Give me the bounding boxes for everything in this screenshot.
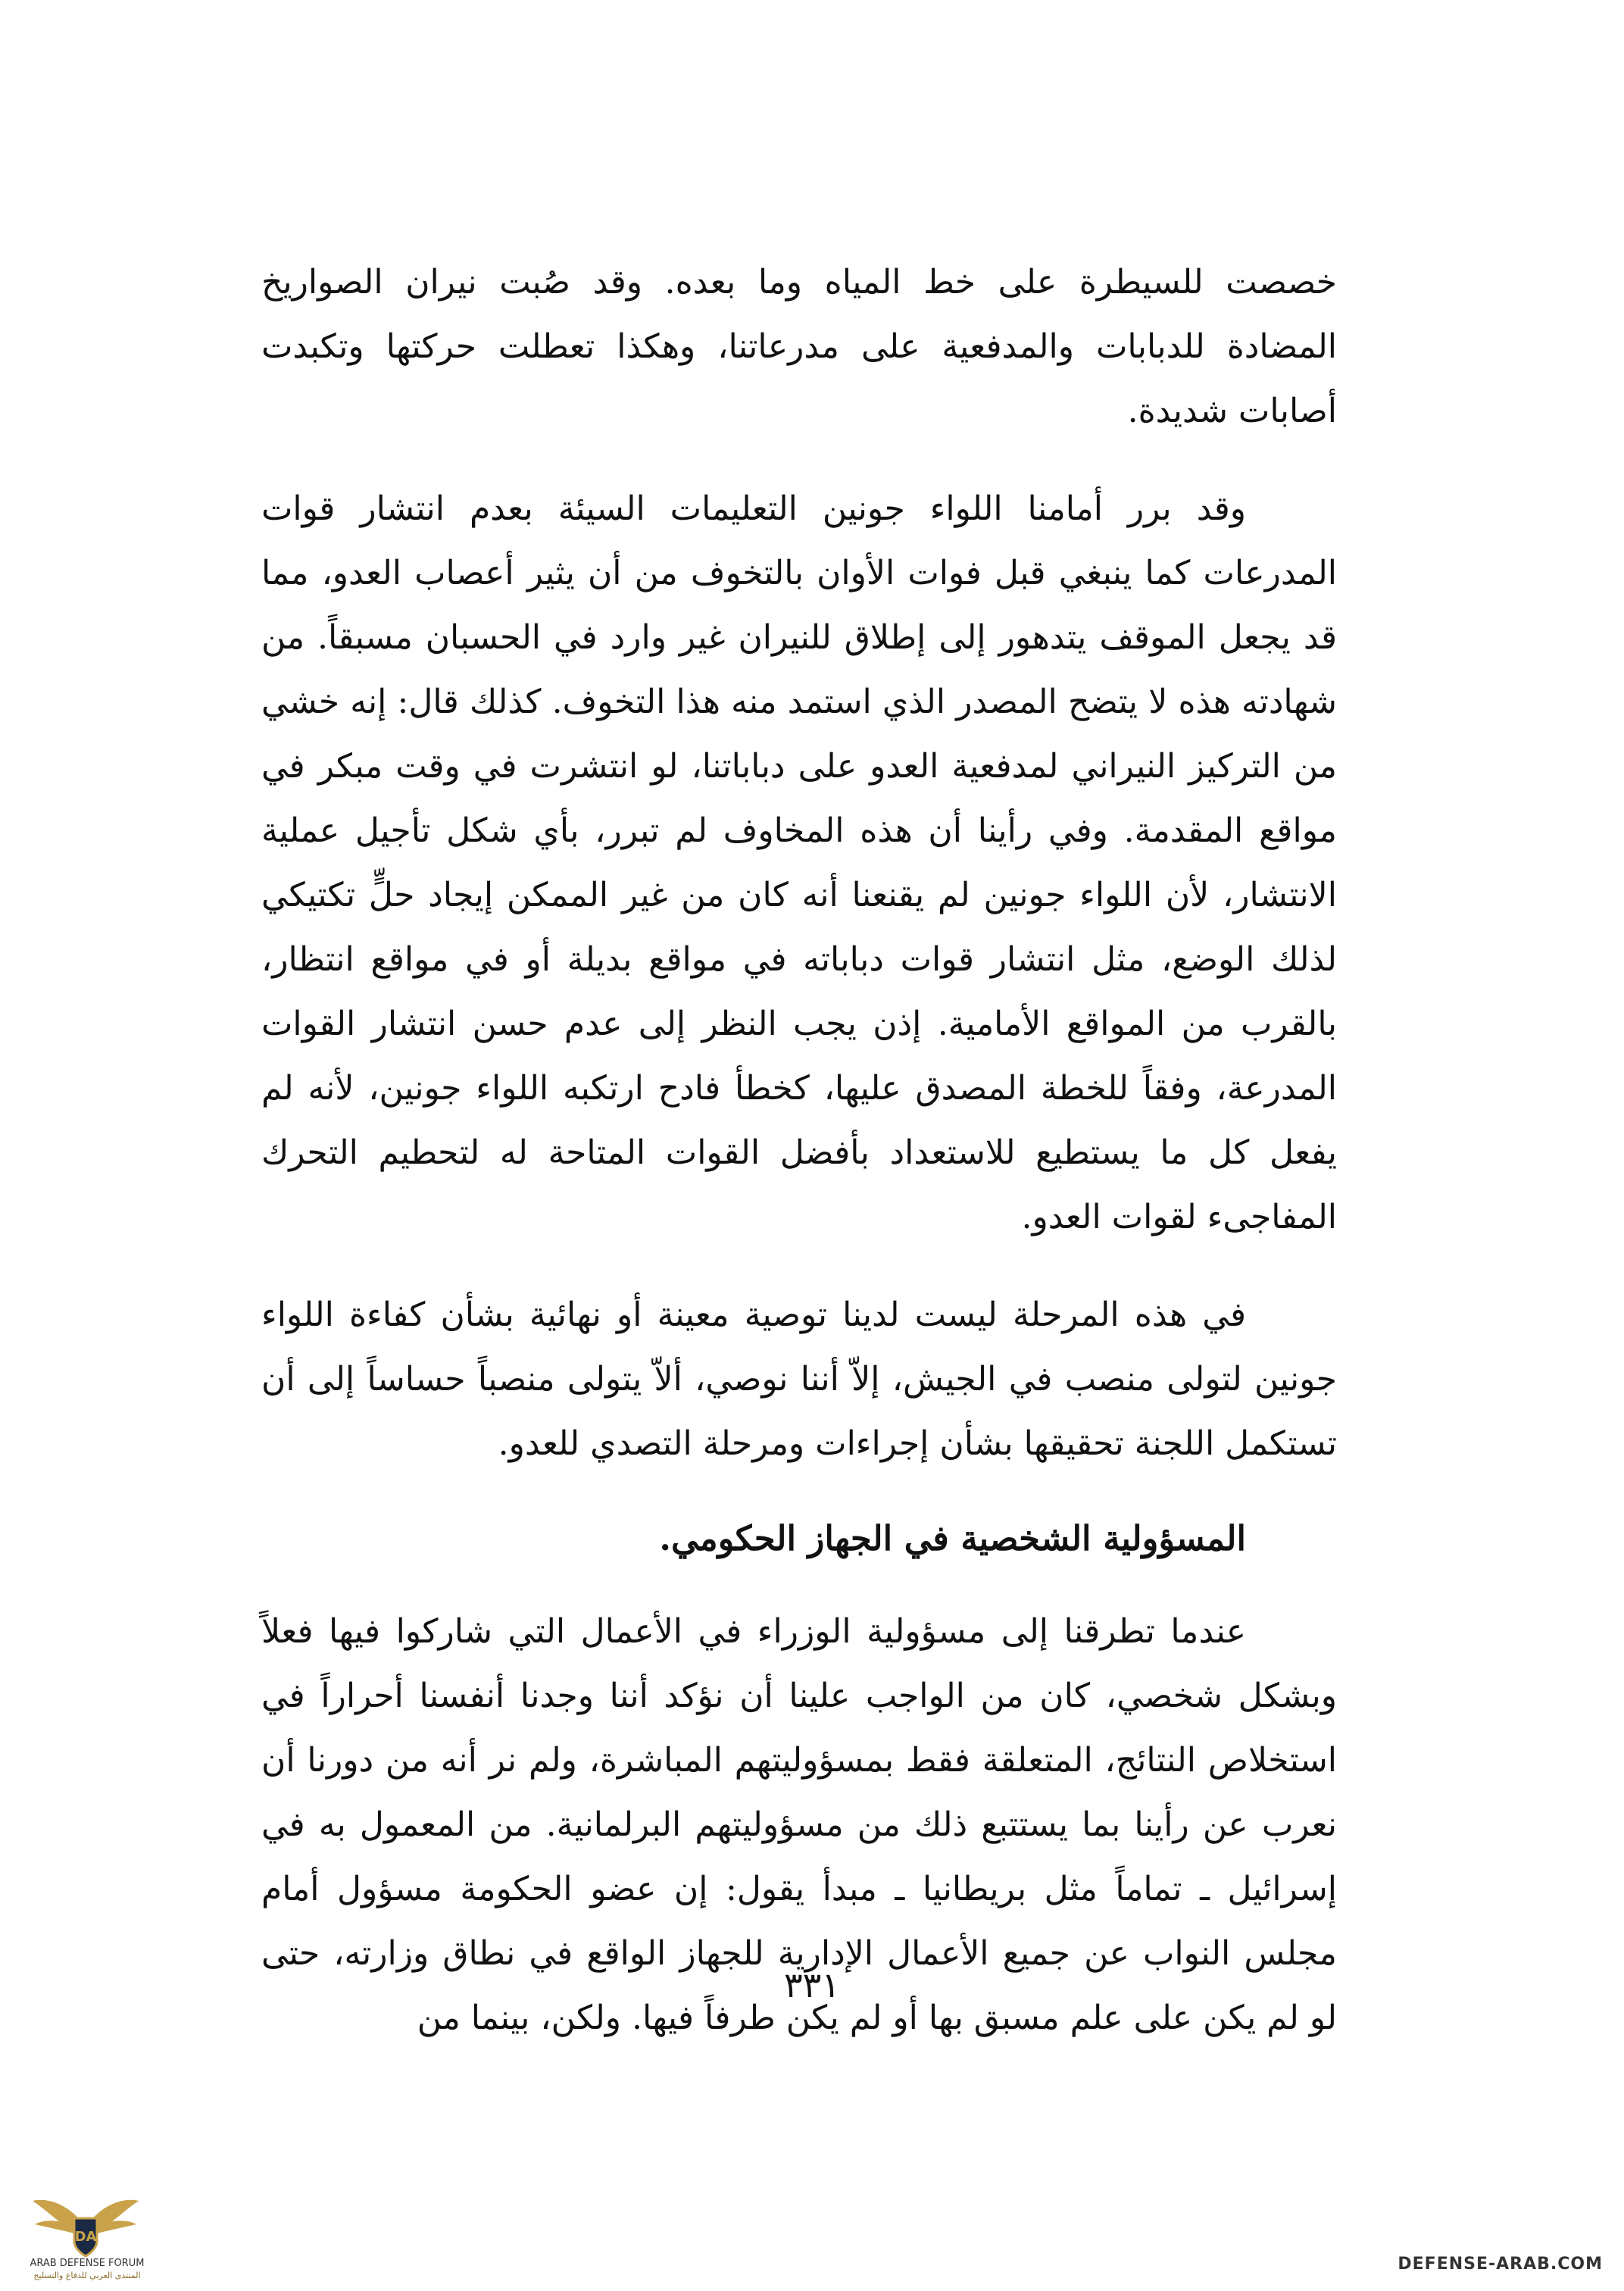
section-heading: المسؤولية الشخصية في الجهاز الحكومي.	[659, 1518, 1246, 1558]
logo-initials: DA	[74, 2229, 97, 2245]
body-text	[261, 250, 1337, 2050]
paragraph-4: عندما تطرقنا إلى مسؤولية الوزراء في الأعمال التي شاركوا فيها فعلاً وبشكل شخصي، كان من الواجب علينا أن نؤكد أننا وجدنا أنفسنا أحراراً في استخلاص النتائج، المتعلقة فقط بمسؤوليتهم المباشرة، ولم نر أنه من دورنا أن نعرب عن رأينا بما يستتبع ذلك من مسؤوليتهم البرلمانية. من المعمول به في إسرائيل ـ تماماً مثل بريطانيا ـ مبدأ يقول: إن عضو الحكومة مسؤول أمام مجلس النواب عن جميع الأعمال الإدارية للجهاز الواقع في نطاق وزارته، حتى لو لم يكن على علم مسبق بها أو لم يكن طرفاً فيها. ولكن، بينما من	[261, 1612, 1337, 2037]
forum-name-arabic: المنتدى العربي للدفاع والتسليح	[33, 2271, 141, 2280]
forum-name: ARAB DEFENSE FORUM	[30, 2258, 145, 2269]
page-number: ٣٣١	[783, 1964, 841, 2005]
forum-logo-caption	[15, 2258, 159, 2282]
site-watermark: DEFENSE-ARAB.COM	[1398, 2255, 1603, 2274]
paragraph-3: في هذه المرحلة ليست لدينا توصية معينة أو نهائية بشأن كفاءة اللواء جونين لتولى منصب في الجيش، إلاّ أننا نوصي، ألاّ يتولى منصباً حساساً إلى أن تستكمل اللجنة تحقيقها بشأن إجراءات ومرحلة التصدي للعدو.	[261, 1296, 1337, 1463]
paragraph-1: خصصت للسيطرة على خط المياه وما بعده. وقد صُبت نيران الصواريخ المضادة للدبابات والمدفعية على مدرعاتنا، وهكذا تعطلت حركتها وتكبدت أصابات شديدة.	[261, 263, 1337, 430]
paragraph-2: وقد برر أمامنا اللواء جونين التعليمات السيئة بعدم انتشار قوات المدرعات كما ينبغي قبل فوات الأوان بالتخوف من أن يثير أعصاب العدو، مما قد يجعل الموقف يتدهور إلى إطلاق للنيران غير وارد في الحسبان مسبقاً. من شهادته هذه لا يتضح المصدر الذي استمد منه هذا التخوف. كذلك قال: إنه خشي من التركيز النيراني لمدفعية العدو على دباباتنا، لو انتشرت في وقت مبكر في مواقع المقدمة. وفي رأينا أن هذه المخاوف لم تبرر، بأي شكل تأجيل عملية الانتشار، لأن اللواء جونين لم يقنعنا أنه كان من غير الممكن إيجاد حلٍّ تكتيكي لذلك الوضع، مثل انتشار قوات دباباته في مواقع بديلة أو في مواقع انتظار، بالقرب من المواقع الأمامية. إذن يجب النظر إلى عدم حسن انتشار القوات المدرعة، وفقاً للخطة المصدق عليها، كخطأ فادح ارتكبه اللواء جونين، لأنه لم يفعل كل ما يستطيع للاستعداد بأفضل القوات المتاحة له لتحطيم التحرك المفاجىء لقوات العدو.	[261, 489, 1337, 1236]
